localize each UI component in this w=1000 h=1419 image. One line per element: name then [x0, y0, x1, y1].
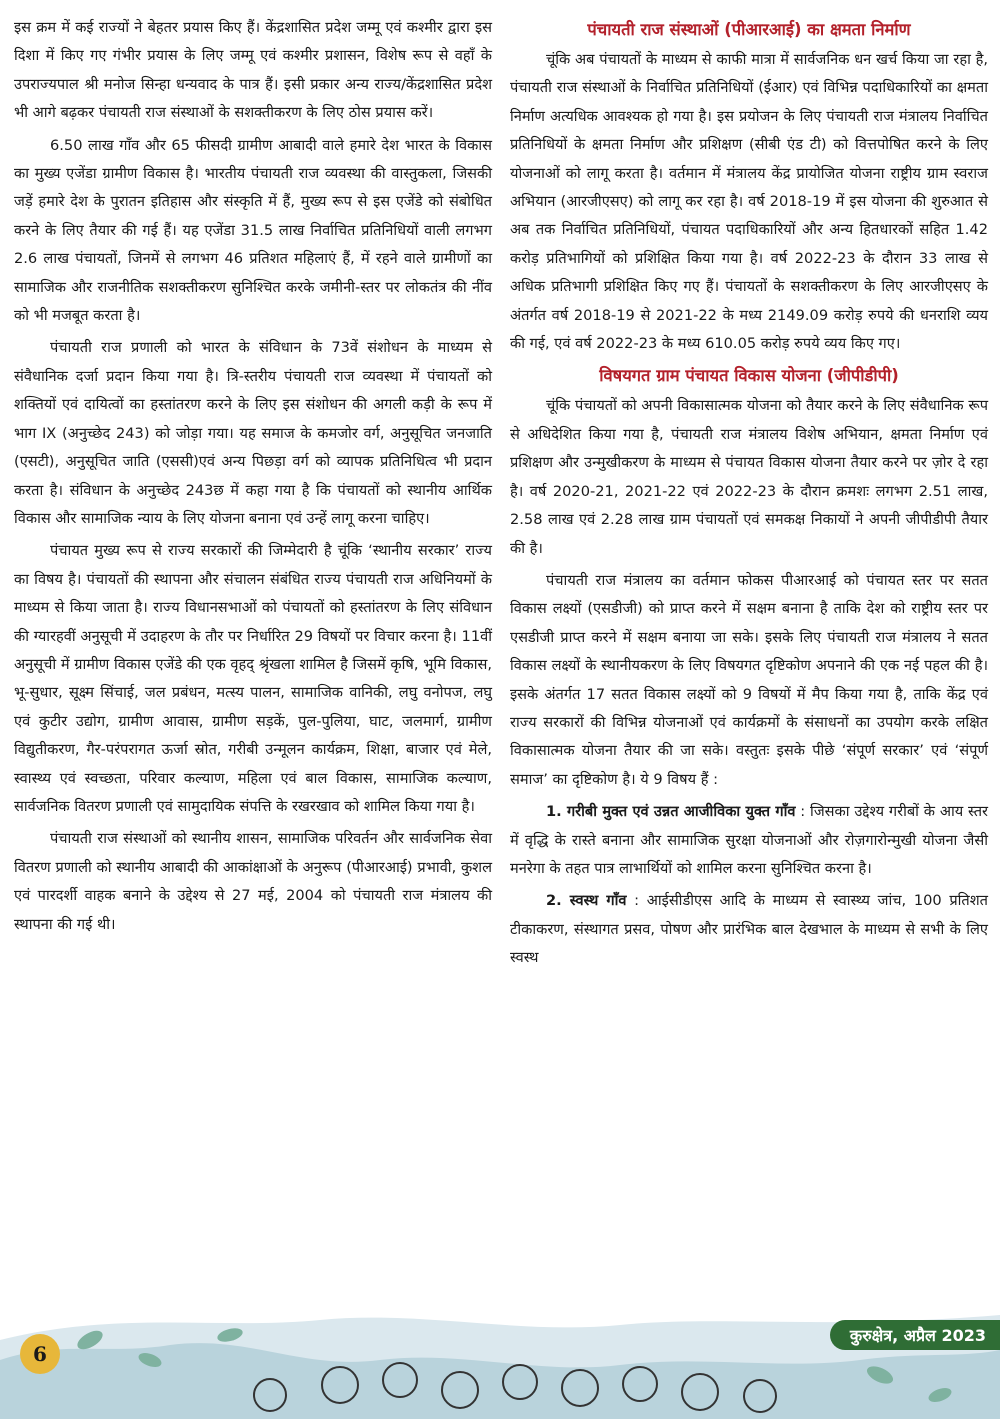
- right-column: [510, 14, 988, 977]
- left-column: [14, 14, 492, 943]
- theme-item-1: [510, 798, 988, 883]
- right-paragraph-1: चूंकि अब पंचायतों के माध्यम से काफी मात्रा में सार्वजनिक धन खर्च किया जा रहा है, पंचायती राज संस्थाओं के निर्वाचित प्रतिनिधियों (ईआर) एवं विभिन्न पदाधिकारियों का क्षमता निर्माण अत्यधिक आवश्यक हो गया है। इस प्रयोजन के लिए पंचायती राज मंत्रालय निर्वाचित प्रतिनिधियों के क्षमता निर्माण और प्रशिक्षण (सीबी एंड टी) को वित्तपोषित करने के लिए योजनाओं को लागू करता है। वर्तमान में मंत्रालय केंद्र प्रायोजित योजना राष्ट्रीय ग्राम स्वराज अभियान (आरजीएसए) को लागू कर रहा है। वर्ष 2018-19 में इस योजना की शुरुआत से अब तक निर्वाचित प्रतिनिधियों, पंचायत पदाधिकारियों और अन्य हितधारकों सहित 1.42 करोड़ प्रतिभागियों को प्रशिक्षित किया गया है। वर्ष 2022-23 के दौरान 33 लाख से अधिक प्रतिभागी प्रशिक्षित किए गए हैं। पंचायतों के सशक्तीकरण के लिए आरजीएसए के अंतर्गत वर्ष 2018-19 से 2021-22 के मध्य 2149.09 करोड़ रुपये की धनराशि व्यय की गई, एवं वर्ष 2022-23 के मध्य 610.05 करोड़ रुपये व्यय किए गए।: [510, 51, 988, 353]
- section-heading-capacity-building: पंचायती राज संस्थाओं (पीआरआई) का क्षमता निर्माण: [587, 20, 911, 39]
- right-paragraph-2: चूंकि पंचायतों को अपनी विकासात्मक योजना को तैयार करने के लिए संवैधानिक रूप से अधिदेशित किया गया है, पंचायती राज मंत्रालय विशेष अभियान, क्षमता निर्माण एवं प्रशिक्षण और उन्मुखीकरण के माध्यम से पंचायत विकास योजना तैयार करने पर ज़ोर दे रहा है। वर्ष 2020-21, 2021-22 एवं 2022-23 के दौरान क्रमशः लगभग 2.51 लाख, 2.58 लाख एवं 2.28 लाख ग्राम पंचायतों एवं समकक्ष निकायों ने अपनी जीपीडीपी तैयार की है।: [510, 397, 988, 557]
- theme-item-1-text: : जिसका उद्देश्य गरीबों के आय स्तर में वृद्धि के रास्ते बनाना और सामाजिक सुरक्षा योजनाओं और रोज़गारोन्मुखी योजना जैसी मनरेगा के तहत पात्र लाभार्थियों को शामिल करना सुनिश्चित करना है।: [510, 803, 988, 877]
- footer-illustration: [0, 1300, 1000, 1419]
- left-paragraph-4: पंचायत मुख्य रूप से राज्य सरकारों की जिम्मेदारी है चूंकि ‘स्थानीय सरकार’ राज्य का विषय है। पंचायतों की स्थापना और संचालन संबंधित राज्य पंचायती राज अधिनियमों के माध्यम से किया जाता है। राज्य विधानसभाओं को पंचायतों को हस्तांतरण के लिए संविधान की ग्यारहवीं अनुसूची में उदाहरण के तौर पर निर्धारित 29 विषयों पर विचार करना है। 11वीं अनुसूची में ग्रामीण विकास एजेंडे की एक वृहद् श्रृंखला शामिल है जिसमें कृषि, भूमि विकास, भू-सुधार, सूक्ष्म सिंचाई, जल प्रबंधन, मत्स्य पालन, सामाजिक वानिकी, लघु वनोपज, लघु एवं कुटीर उद्योग, ग्रामीण आवास, ग्रामीण सड़कें, पुल-पुलिया, घाट, जलमार्ग, ग्रामीण विद्युतीकरण, गैर-परंपरागत ऊर्जा स्रोत, गरीबी उन्मूलन कार्यक्रम, शिक्षा, बाजार एवं मेले, स्वास्थ्य एवं स्वच्छता, परिवार कल्याण, महिला एवं बाल विकास, सामाजिक कल्याण, सार्वजनिक वितरण प्रणाली एवं सामुदायिक संपत्ति के रखरखाव को शामिल किया गया है।: [14, 542, 492, 815]
- right-paragraph-3: पंचायती राज मंत्रालय का वर्तमान फोकस पीआरआई को पंचायत स्तर पर सतत विकास लक्ष्यों (एसडीजी) को प्राप्त करने में सक्षम बनाना है ताकि देश को राष्ट्रीय स्तर पर एसडीजी प्राप्त करने में सक्षम बनाया जा सके। इसके लिए पंचायती राज मंत्रालय ने सतत विकास लक्ष्यों के स्थानीयकरण के लिए विषयगत दृष्टिकोण अपनाने की एक नई पहल की है। इसके अंतर्गत 17 सतत विकास लक्ष्यों को 9 विषयों में मैप किया गया है, ताकि केंद्र एवं राज्य सरकारों की विभिन्न योजनाओं एवं कार्यक्रमों के संसाधनों का उपयोग करके लक्षित विकासात्मक योजना तैयार की जा सके। वस्तुतः इसके पीछे ‘संपूर्ण सरकार’ एवं ‘संपूर्ण समाज’ का दृष्टिकोण है। ये 9 विषय हैं :: [510, 571, 988, 788]
- theme-item-2-text: : आईसीडीएस आदि के माध्यम से स्वास्थ्य जांच, 100 प्रतिशत टीकाकरण, संस्थागत प्रसव, पोषण और प्रारंभिक बाल देखभाल के माध्यम से सभी के लिए स्वस्थ: [510, 892, 988, 967]
- magazine-issue-label: कुरुक्षेत्र, अप्रैल 2023: [830, 1320, 1000, 1350]
- section-heading-gpdp: विषयगत ग्राम पंचायत विकास योजना (जीपीडीपी): [599, 366, 899, 386]
- left-paragraph-1: इस क्रम में कई राज्यों ने बेहतर प्रयास किए हैं। केंद्रशासित प्रदेश जम्मू एवं कश्मीर द्वारा इस दिशा में किए गए गंभीर प्रयास के लिए जम्मू एवं कश्मीर प्रशासन, विशेष रूप से वहाँ के उपराज्यपाल श्री मनोज सिन्हा धन्यवाद के पात्र हैं। इसी प्रकार अन्य राज्य/केंद्रशासित प्रदेश भी आगे बढ़कर पंचायती राज संस्थाओं के सशक्तीकरण के लिए ठोस प्रयास करें।: [14, 19, 492, 122]
- left-paragraph-2: 6.50 लाख गाँव और 65 फीसदी ग्रामीण आबादी वाले हमारे देश भारत के विकास का मुख्य एजेंडा ग्रामीण विकास है। भारतीय पंचायती राज व्यवस्था की वास्तुकला, जिसकी जड़ें हमारे देश के पुरातन इतिहास और संस्कृति में हैं, मुख्य रूप से इस एजेंडे को संबोधित करने के लिए तैयार की गई हैं। यह एजेंडा 31.5 लाख निर्वाचित प्रतिनिधियों वाली लगभग 2.6 लाख पंचायतों, जिनमें से लगभग 46 प्रतिशत महिलाएं हैं, में रहने वाले ग्रामीणों का सामाजिक और राजनीतिक सशक्तीकरण सुनिश्चित करके जमीनी-स्तर पर लोकतंत्र की नींव को भी मजबूत करता है।: [14, 136, 492, 325]
- left-paragraph-3: पंचायती राज प्रणाली को भारत के संविधान के 73वें संशोधन के माध्यम से संवैधानिक दर्जा प्रदान किया गया है। त्रि-स्तरीय पंचायती राज व्यवस्था में पंचायतों को शक्तियों एवं दायित्वों का हस्तांतरण करने के लिए इस संशोधन की अगली कड़ी के रूप में भाग IX (अनुच्छेद 243) को जोड़ा गया। यह समाज के कमजोर वर्ग, अनुसूचित जनजाति (एसटी), अनुसूचित जाति (एससी)एवं अन्य पिछड़ा वर्ग को व्यापक प्रतिनिधित्व भी प्रदान करता है। संविधान के अनुच्छेद 243छ में कहा गया है कि पंचायतों को स्थानीय आर्थिक विकास और सामाजिक न्याय के लिए योजना बनाना एवं उन्हें लागू करना चाहिए।: [14, 339, 492, 527]
- theme-item-1-title: 1. गरीबी मुक्त एवं उन्नत आजीविका युक्त गाँव: [546, 803, 796, 821]
- theme-item-2: [510, 887, 988, 972]
- page-number-badge: 6: [20, 1334, 60, 1374]
- theme-item-2-title: 2. स्वस्थ गाँव: [546, 892, 627, 910]
- left-paragraph-5: पंचायती राज संस्थाओं को स्थानीय शासन, सामाजिक परिवर्तन और सार्वजनिक सेवा वितरण प्रणाली को स्थानीय आबादी की आकांक्षाओं के अनुरूप (पीआरआई) प्रभावी, कुशल एवं पारदर्शी वाहक बनाने के उद्देश्य से 27 मई, 2004 को पंचायती राज मंत्रालय की स्थापना की गई थी।: [14, 830, 492, 933]
